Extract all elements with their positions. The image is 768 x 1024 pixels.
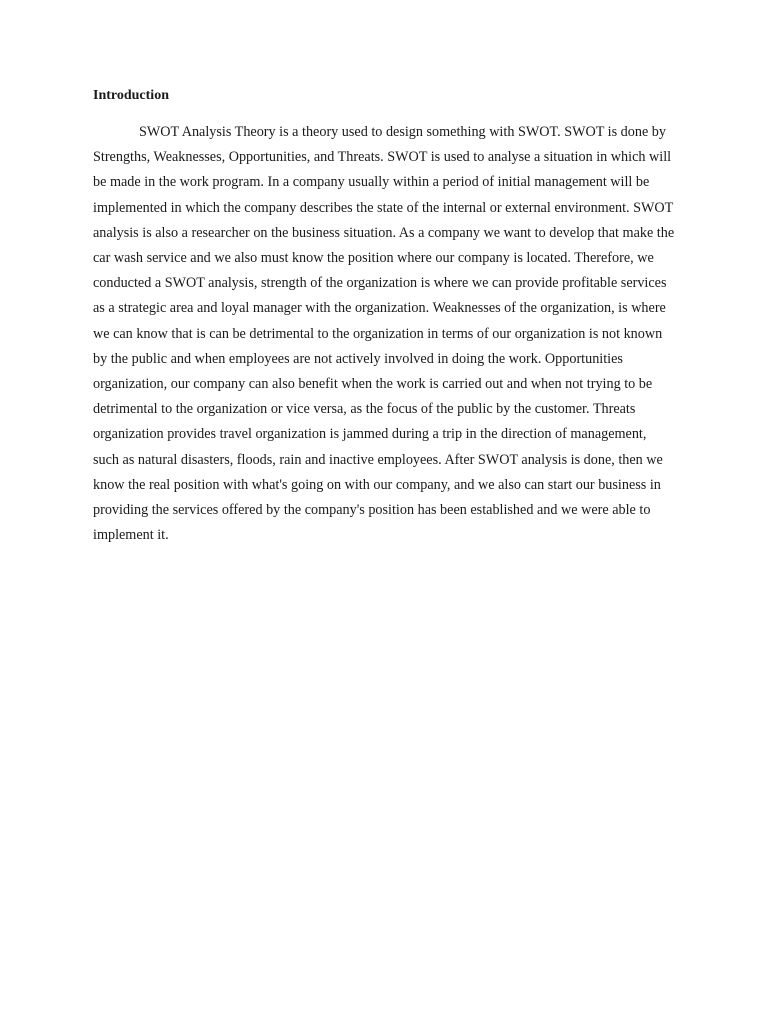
document-content	[93, 86, 675, 548]
section-heading: Introduction	[93, 88, 169, 103]
body-paragraph: SWOT Analysis Theory is a theory used to design something with SWOT. SWOT is done by Strengths, Weaknesses, Opportunities, and Threats. SWOT is used to analyse a situation in which will be made in the work program. In a company usually within a period of initial management will be implemented in which the company describes the state of the internal or external environment. SWOT analysis is also a researcher on the business situation. As a company we want to develop that make the car wash service and we also must know the position where our company is located. Therefore, we conducted a SWOT analysis, strength of the organization is where we can provide profitable services as a strategic area and loyal manager with the organization. Weaknesses of the organization, is where we can know that is can be detrimental to the organization in terms of our organization is not known by the public and when employees are not actively involved in doing the work. Opportunities organization, our company can also benefit when the work is carried out and when not trying to be detrimental to the organization or vice versa, as the focus of the public by the customer. Threats organization provides travel organization is jammed during a trip in the direction of management, such as natural disasters, floods, rain and inactive employees. After SWOT analysis is done, then we know the real position with what's going on with our company, and we also can start our business in providing the services offered by the company's position has been established and we were able to implement it.	[93, 124, 675, 544]
